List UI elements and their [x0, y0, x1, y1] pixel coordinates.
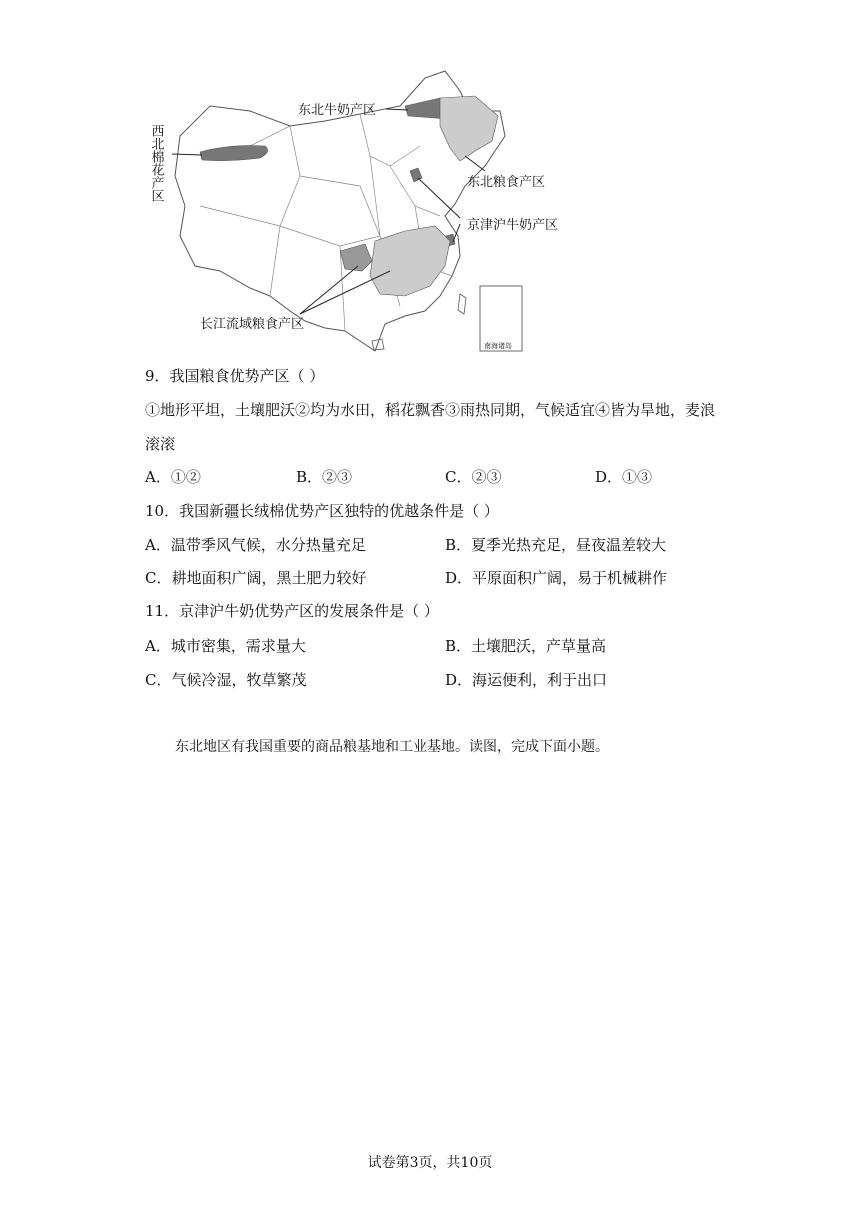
q10-option-a[interactable]: A．温带季风气候，水分热量充足: [145, 536, 366, 554]
sichuan-grain-region: [340, 244, 372, 271]
q10-stem: 10．我国新疆长绒棉优势产区独特的优越条件是（ ）: [145, 502, 499, 520]
q11-option-c[interactable]: C．气候冷湿，牧草繁茂: [145, 671, 307, 689]
dongbei-grain-label: 东北粮食产区: [467, 175, 546, 190]
changjiang-label: 长江流域粮食产区: [200, 317, 305, 332]
q11-option-b[interactable]: B．土壤肥沃，产草量高: [445, 637, 607, 655]
jingjinhu-label: 京津沪牛奶产区: [467, 218, 559, 233]
q9-option-b[interactable]: B．②③: [296, 468, 353, 486]
dongbei-milk-label: 东北牛奶产区: [298, 103, 377, 118]
q11-stem: 11．京津沪牛奶优势产区的发展条件是（ ）: [145, 602, 439, 620]
hainan: [372, 339, 384, 350]
nanhai-label: 南海诸岛: [484, 342, 512, 350]
changjiang-grain-region: [370, 226, 450, 296]
q9-option-c[interactable]: C．②③: [445, 468, 502, 486]
q10-option-c[interactable]: C．耕地面积广阔，黑土肥力较好: [145, 569, 367, 587]
q11-option-a[interactable]: A．城市密集，需求量大: [145, 637, 306, 655]
dongbei-grain-region: [440, 96, 498, 161]
q9-line2: 滚滚: [145, 435, 176, 453]
q10-option-d[interactable]: D．平原面积广阔，易于机械耕作: [445, 569, 668, 587]
q9-line1: ①地形平坦，土壤肥沃②均为水田，稻花飘香③雨热同期，气候适宜④皆为旱地，麦浪: [145, 401, 716, 419]
q9-option-a[interactable]: A．①②: [145, 468, 201, 486]
xibei-label: 西北棉花产区: [148, 124, 164, 202]
q11-option-d[interactable]: D．海运便利，利于出口: [445, 671, 608, 689]
q9-stem: 9．我国粮食优势产区（ ）: [145, 367, 325, 385]
section-intro: 东北地区有我国重要的商品粮基地和工业基地。读图，完成下面小题。: [175, 739, 609, 755]
q9-option-d[interactable]: D．①③: [595, 468, 653, 486]
china-agriculture-map: [140, 66, 570, 356]
taiwan: [458, 294, 466, 314]
q10-option-b[interactable]: B．夏季光热充足，昼夜温差较大: [445, 536, 667, 554]
xibei-cotton-region: [200, 146, 268, 161]
page-footer: 试卷第3页，共10页: [367, 1155, 493, 1171]
